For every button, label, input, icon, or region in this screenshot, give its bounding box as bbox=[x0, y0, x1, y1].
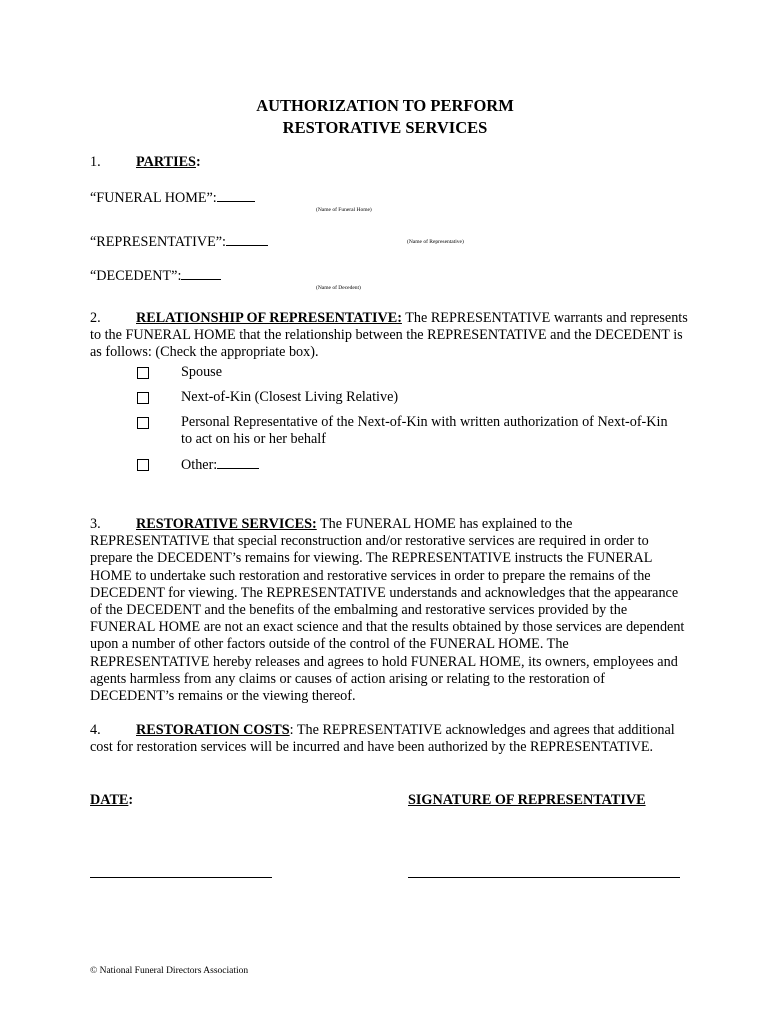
section2-number: 2. bbox=[90, 310, 101, 326]
section1-title: PARTIES bbox=[136, 154, 196, 170]
other-blank[interactable] bbox=[217, 456, 259, 469]
funeral-home-field bbox=[90, 189, 255, 207]
funeral-home-blank[interactable] bbox=[217, 189, 255, 202]
decedent-label: “DECEDENT”: bbox=[90, 268, 182, 284]
signature-line[interactable] bbox=[408, 877, 680, 878]
section1-heading: 1. PARTIES: bbox=[90, 154, 201, 170]
section2-text: The REPRESENTATIVE warrants and represents to the FUNERAL HOME that the relationship between the REPRESENTATIVE and the DECEDENT is as follows: (Check the appropriate box). bbox=[90, 310, 688, 361]
date-label: DATE bbox=[90, 792, 129, 808]
decedent-blank[interactable] bbox=[181, 267, 221, 280]
spouse-checkbox[interactable] bbox=[137, 367, 149, 379]
copyright-footer: © National Funeral Directors Association bbox=[90, 966, 249, 976]
decedent-field bbox=[90, 267, 221, 285]
other-label: Other: bbox=[181, 457, 218, 473]
next-of-kin-checkbox[interactable] bbox=[137, 392, 149, 404]
other-checkbox[interactable] bbox=[137, 459, 149, 471]
section2-title: RELATIONSHIP OF REPRESENTATIVE: bbox=[136, 310, 402, 326]
representative-caption: (Name of Representative) bbox=[407, 239, 464, 245]
section4-number: 4. bbox=[90, 722, 101, 738]
representative-blank[interactable] bbox=[226, 233, 268, 246]
option-next-of-kin: Next-of-Kin (Closest Living Relative) bbox=[181, 389, 399, 405]
personal-representative-checkbox[interactable] bbox=[137, 417, 149, 429]
funeral-home-label: “FUNERAL HOME”: bbox=[90, 190, 217, 206]
section3-number: 3. bbox=[90, 516, 101, 532]
decedent-caption: (Name of Decedent) bbox=[316, 285, 361, 291]
section4-title: RESTORATION COSTS bbox=[136, 722, 290, 738]
section4-paragraph bbox=[90, 722, 690, 756]
signature-heading: SIGNATURE OF REPRESENTATIVE bbox=[408, 792, 646, 808]
document-title-line2: RESTORATIVE SERVICES bbox=[282, 118, 488, 137]
section3-title: RESTORATIVE SERVICES: bbox=[136, 516, 317, 532]
funeral-home-caption: (Name of Funeral Home) bbox=[316, 207, 372, 213]
date-heading: DATE: bbox=[90, 792, 134, 808]
section4-text: : The REPRESENTATIVE acknowledges and agrees that additional cost for restoration services will be incurred and have been authorized by the REPRESENTATIVE. bbox=[90, 722, 675, 756]
document-title-line1: AUTHORIZATION TO PERFORM bbox=[256, 96, 514, 115]
option-personal-representative-cont: to act on his or her behalf bbox=[181, 431, 326, 447]
representative-field bbox=[90, 233, 268, 251]
section3-paragraph bbox=[90, 516, 690, 705]
representative-label: “REPRESENTATIVE”: bbox=[90, 234, 226, 250]
option-personal-representative: Personal Representative of the Next-of-Kin with written authorization of Next-of-Kin bbox=[181, 414, 668, 430]
section2-paragraph bbox=[90, 310, 690, 362]
section3-text: The FUNERAL HOME has explained to the REPRESENTATIVE that special reconstruction and/or restorative services are required in order to prepare the DECEDENT’s remains for viewing. The REPRESENTATIVE instructs the FUNERAL HOME to undertake such restoration and restorative services in order to prepare the remains of the DECEDENT for viewing. The REPRESENTATIVE understands and acknowledges that the appearance of the DECEDENT and the benefits of the embalming and restorative services provided by the FUNERAL HOME are not an exact science and that the results obtained by those services are dependent upon a number of other factors outside of the control of the FUNERAL HOME. The REPRESENTATIVE hereby releases and agrees to hold FUNERAL HOME, its owners, employees and agents harmless from any claims or causes of action arising or relating to the restoration of DECEDENT’s remains or the viewing thereof. bbox=[90, 516, 685, 705]
option-other bbox=[181, 456, 259, 474]
option-spouse: Spouse bbox=[181, 364, 222, 380]
section1-number: 1. bbox=[90, 154, 101, 170]
date-line[interactable] bbox=[90, 877, 272, 878]
